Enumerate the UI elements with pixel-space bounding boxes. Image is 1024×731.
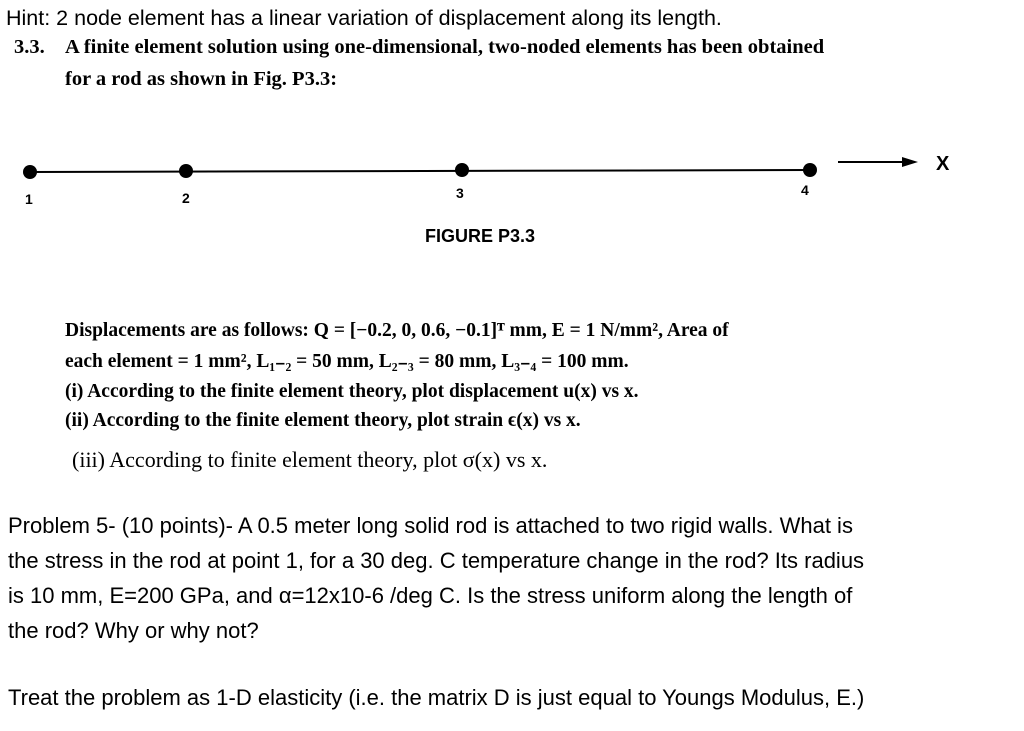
problem5-line-4: the rod? Why or why not? [8,618,259,643]
node-2-dot [179,164,193,178]
node-1-dot [23,165,37,179]
node-label-3: 3 [456,185,464,201]
node-3-dot [455,163,469,177]
node-label-4: 4 [801,182,809,198]
x-axis-arrowhead-icon [902,157,918,167]
node-label-2: 2 [182,190,190,206]
part-i: (i) According to the finite element theory, plot displacement u(x) vs x. [65,381,639,402]
given-line-2: each element = 1 mm², L₁₋₂ = 50 mm, L₂₋₃ = 80 mm, L₃₋₄ = 100 mm. [65,351,629,372]
part-ii: (ii) According to the finite element theory, plot strain ϵ(x) vs x. [65,410,581,431]
problem-statement-line-2: for a rod as shown in Fig. P3.3: [65,68,338,90]
x-axis-label: X [936,153,950,175]
rod-figure [0,140,1024,230]
part-iii: (iii) According to finite element theory, plot σ(x) vs x. [72,447,548,472]
rod-line [30,170,810,172]
elasticity-note: Treat the problem as 1-D elasticity (i.e. the matrix D is just equal to Youngs Modulus, E.) [8,685,865,710]
node-4-dot [803,163,817,177]
node-label-1: 1 [25,191,33,207]
hint-text: Hint: 2 node element has a linear variation of displacement along its length. [6,6,722,30]
figure-caption: FIGURE P3.3 [425,226,536,246]
problem5-line-3: is 10 mm, E=200 GPa, and α=12x10-6 /deg C. Is the stress uniform along the length of [8,583,853,608]
problem5-line-2: the stress in the rod at point 1, for a 30 deg. C temperature change in the rod? Its radius [8,548,865,573]
problem-statement-line-1: A finite element solution using one-dimensional, two-noded elements has been obtained [65,36,825,58]
given-line-1: Displacements are as follows: Q = [−0.2, 0, 0.6, −0.1]ᵀ mm, E = 1 N/mm², Area of [65,320,729,341]
problem5-line-1: Problem 5- (10 points)- A 0.5 meter long solid rod is attached to two rigid walls. What is [8,513,853,538]
problem-number: 3.3. [14,36,45,58]
